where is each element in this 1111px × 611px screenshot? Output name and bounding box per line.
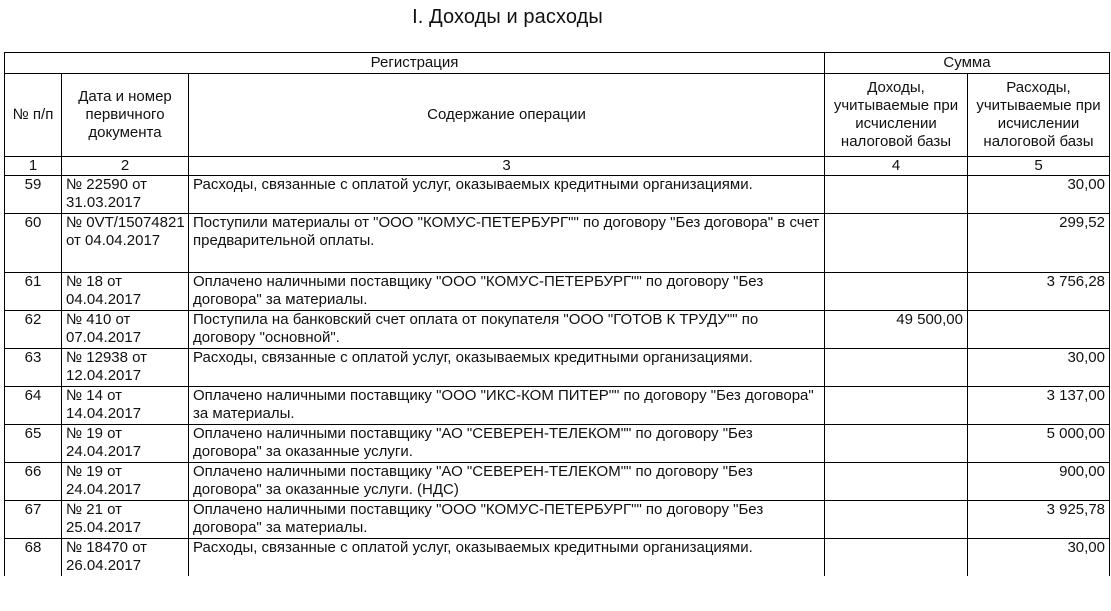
table-row — [5, 387, 1110, 425]
table-row — [5, 463, 1110, 501]
row-expense: 3 137,00 — [968, 387, 1110, 425]
income-expense-table — [4, 52, 1110, 576]
table-row — [5, 311, 1110, 349]
table-row — [5, 349, 1110, 387]
row-income — [825, 273, 968, 311]
column-number: 2 — [62, 157, 189, 176]
desc-column-header: Содержание операции — [189, 74, 825, 157]
row-expense — [968, 311, 1110, 349]
expense-column-header: Расходы, учитываемые при исчислении налоговой базы — [968, 74, 1110, 157]
row-expense: 30,00 — [968, 176, 1110, 214]
row-number: 65 — [5, 425, 62, 463]
row-expense: 3 756,28 — [968, 273, 1110, 311]
table-row — [5, 539, 1110, 577]
row-number: 68 — [5, 539, 62, 577]
row-description: Оплачено наличными поставщику "АО "СЕВЕРЕН-ТЕЛЕКОМ"" по договору "Без договора" за оказанные услуги. — [189, 425, 825, 463]
row-income: 49 500,00 — [825, 311, 968, 349]
column-number: 3 — [189, 157, 825, 176]
row-document: № 18 от 04.04.2017 — [62, 273, 189, 311]
row-description: Поступила на банковский счет оплата от покупателя "ООО "ГОТОВ К ТРУДУ"" по договору "основной". — [189, 311, 825, 349]
row-income — [825, 387, 968, 425]
row-number: 67 — [5, 501, 62, 539]
column-number: 1 — [5, 157, 62, 176]
row-description: Оплачено наличными поставщику "ООО "ИКС-КОМ ПИТЕР"" по договору "Без договора" за материалы. — [189, 387, 825, 425]
table-row — [5, 176, 1110, 214]
row-number: 64 — [5, 387, 62, 425]
row-number: 60 — [5, 214, 62, 273]
row-income — [825, 539, 968, 577]
row-number: 66 — [5, 463, 62, 501]
row-number: 62 — [5, 311, 62, 349]
row-number: 59 — [5, 176, 62, 214]
column-number: 5 — [968, 157, 1110, 176]
row-description: Расходы, связанные с оплатой услуг, оказываемых кредитными организациями. — [189, 539, 825, 577]
row-income — [825, 214, 968, 273]
row-income — [825, 349, 968, 387]
row-document: № 22590 от 31.03.2017 — [62, 176, 189, 214]
column-number: 4 — [825, 157, 968, 176]
row-income — [825, 463, 968, 501]
doc-column-header: Дата и номер первичного документа — [62, 74, 189, 157]
table-row — [5, 425, 1110, 463]
row-expense: 3 925,78 — [968, 501, 1110, 539]
row-expense: 299,52 — [968, 214, 1110, 273]
page-title: I. Доходы и расходы — [412, 6, 603, 28]
row-expense: 900,00 — [968, 463, 1110, 501]
row-document: № 410 от 07.04.2017 — [62, 311, 189, 349]
row-description: Оплачено наличными поставщику "ООО "КОМУС-ПЕТЕРБУРГ"" по договору "Без договора" за материалы. — [189, 273, 825, 311]
row-description: Поступили материалы от "ООО "КОМУС-ПЕТЕРБУРГ"" по договору "Без договора" в счет предварительной оплаты. — [189, 214, 825, 273]
table-row — [5, 273, 1110, 311]
row-number: 61 — [5, 273, 62, 311]
row-description: Расходы, связанные с оплатой услуг, оказываемых кредитными организациями. — [189, 176, 825, 214]
table-row — [5, 214, 1110, 273]
row-document: № 12938 от 12.04.2017 — [62, 349, 189, 387]
row-number: 63 — [5, 349, 62, 387]
registration-header: Регистрация — [5, 53, 825, 74]
row-document: № 19 от 24.04.2017 — [62, 425, 189, 463]
row-document: № 14 от 14.04.2017 — [62, 387, 189, 425]
row-income — [825, 501, 968, 539]
row-document: № 0VT/15074821 от 04.04.2017 — [62, 214, 189, 273]
row-income — [825, 425, 968, 463]
row-description: Оплачено наличными поставщику "АО "СЕВЕРЕН-ТЕЛЕКОМ"" по договору "Без договора" за оказанные услуги. (НДС) — [189, 463, 825, 501]
row-document: № 21 от 25.04.2017 — [62, 501, 189, 539]
sum-header: Сумма — [825, 53, 1110, 74]
table-row — [5, 501, 1110, 539]
num-column-header: № п/п — [5, 74, 62, 157]
income-column-header: Доходы, учитываемые при исчислении налоговой базы — [825, 74, 968, 157]
row-description: Оплачено наличными поставщику "ООО "КОМУС-ПЕТЕРБУРГ"" по договору "Без договора" за материалы. — [189, 501, 825, 539]
row-document: № 19 от 24.04.2017 — [62, 463, 189, 501]
row-description: Расходы, связанные с оплатой услуг, оказываемых кредитными организациями. — [189, 349, 825, 387]
row-income — [825, 176, 968, 214]
row-expense: 30,00 — [968, 539, 1110, 577]
row-expense: 30,00 — [968, 349, 1110, 387]
row-expense: 5 000,00 — [968, 425, 1110, 463]
row-document: № 18470 от 26.04.2017 — [62, 539, 189, 577]
